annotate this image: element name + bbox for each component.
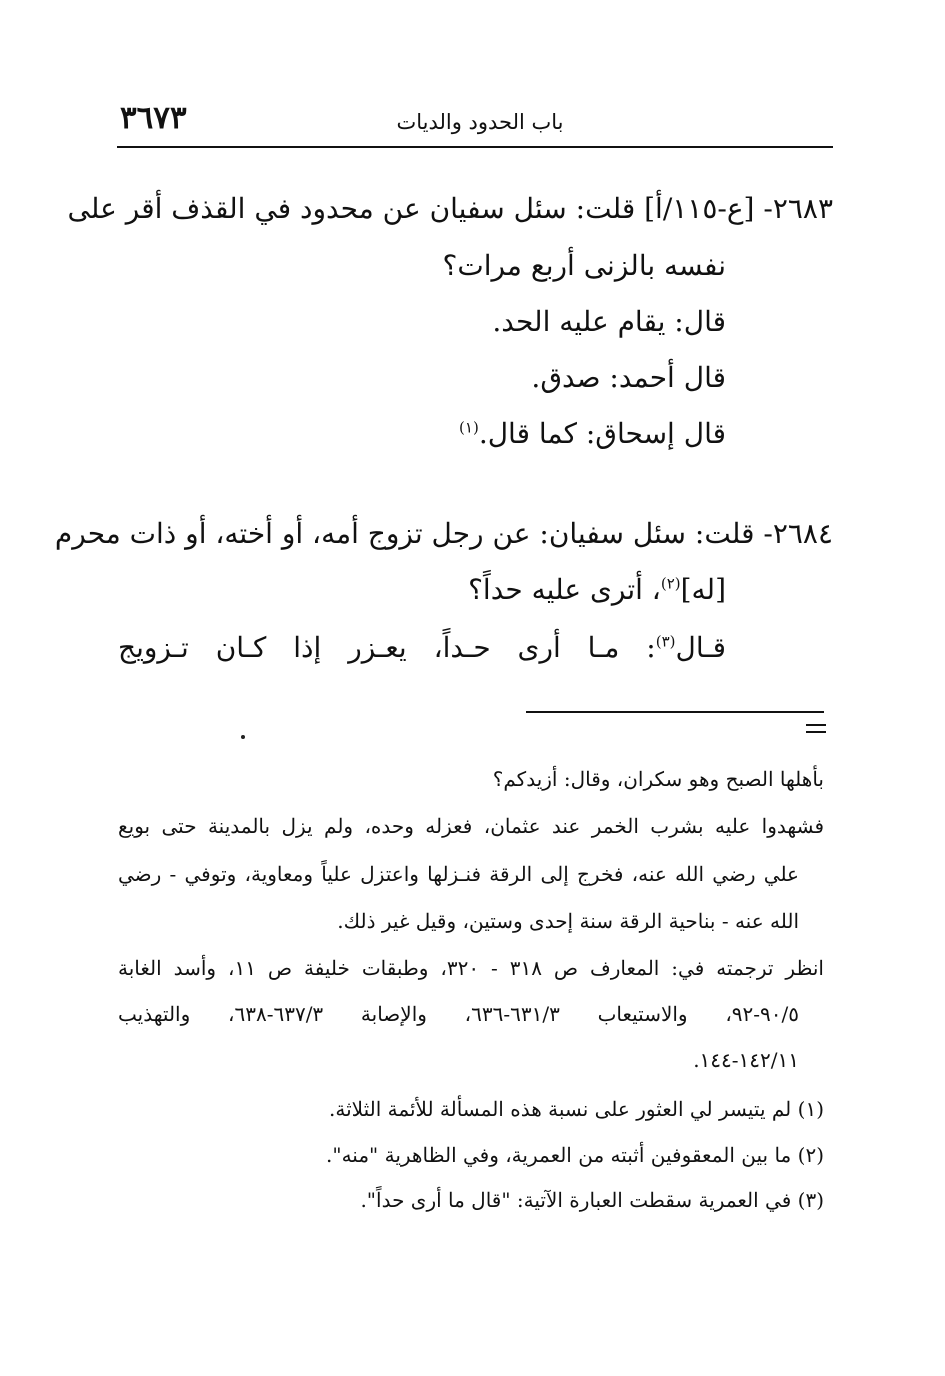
page-number: ٣٦٧٣: [120, 100, 187, 136]
continuation-mark: [806, 722, 826, 734]
footnote-separator: [526, 711, 824, 713]
footnote-continued-line-5: انظر ترجمته في: المعارف ص ٣١٨ - ٣٢٠، وطبقات خليفة ص ١١، وأسد الغابة: [118, 956, 824, 980]
footnote-1: (١) لم يتيسر لي العثور على نسبة هذه المسألة للأئمة الثلاثة.: [329, 1097, 824, 1121]
entry-2684-qal: قـال: [675, 631, 726, 664]
entry-2683-line-5-text: قال إسحاق: كما قال.: [478, 417, 726, 450]
entry-2683-line-5: [459, 414, 726, 454]
footnote-continued-line-4: الله عنه - بناحية الرقة سنة إحدى وستين، وقيل غير ذلك.: [337, 909, 799, 933]
entry-2684-bracket-word: [له]: [680, 573, 726, 606]
footnote-continued-line-2: فشهدوا عليه بشرب الخمر عند عثمان، فعزله وحده، ولم يزل بالمدينة حتى بويع: [118, 814, 824, 838]
footnote-ref-2: (٢): [660, 574, 681, 593]
footnote-ref-1: (١): [459, 418, 479, 437]
footnote-ref-3: (٣): [655, 632, 676, 651]
footnote-3: (٣) في العمرية سقطت العبارة الآتية: "قال ما أرى حداً".: [360, 1188, 824, 1212]
footnote-continued-line-7: ١٤٢/١١-١٤٤.: [693, 1048, 799, 1072]
running-header-title: باب الحدود والديات: [396, 110, 564, 134]
entry-2683-line-4: قال أحمد: صدق.: [531, 361, 726, 394]
footnote-continued-line-1: بأهلها الصبح وهو سكران، وقال: أزيدكم؟: [492, 767, 824, 791]
footnote-2: (٢) ما بين المعقوفين أثبته من العمرية، وفي الظاهرية "منه".: [326, 1143, 824, 1167]
ink-dot: [241, 735, 245, 739]
entry-2684-line-3-rest: : مـا أرى حـداً، يعـزر إذا كـان تـزويج: [118, 631, 656, 664]
footnote-continued-line-6: ٩٠/٥-٩٢، والاستيعاب ٦٣١/٣-٦٣٦، والإصابة ٦٣٧/٣-٦٣٨، والتهذيب: [118, 1002, 799, 1026]
entry-2684-line-2: [468, 570, 726, 610]
entry-2683-line-2: نفسه بالزنى أربع مرات؟: [442, 249, 726, 282]
entry-2683-line-1: ٢٦٨٣- [ع-١١٥/أ] قلت: سئل سفيان عن محدود في القذف أقر على: [67, 192, 833, 225]
footnote-continued-line-3: علي رضي الله عنه، فخرج إلى الرقة فنـزلها واعتزل علياً ومعاوية، وتوفي - رضي: [118, 862, 799, 886]
entry-2684-line-2-rest: ، أترى عليه حداً؟: [468, 573, 661, 606]
entry-2684-line-1: ٢٦٨٤- قلت: سئل سفيان: عن رجل تزوج أمه، أو أخته، أو ذات محرم: [54, 517, 833, 550]
header-rule: [117, 146, 833, 148]
entry-2683-line-3: قال: يقام عليه الحد.: [492, 305, 726, 338]
entry-2684-line-3: [118, 628, 726, 668]
